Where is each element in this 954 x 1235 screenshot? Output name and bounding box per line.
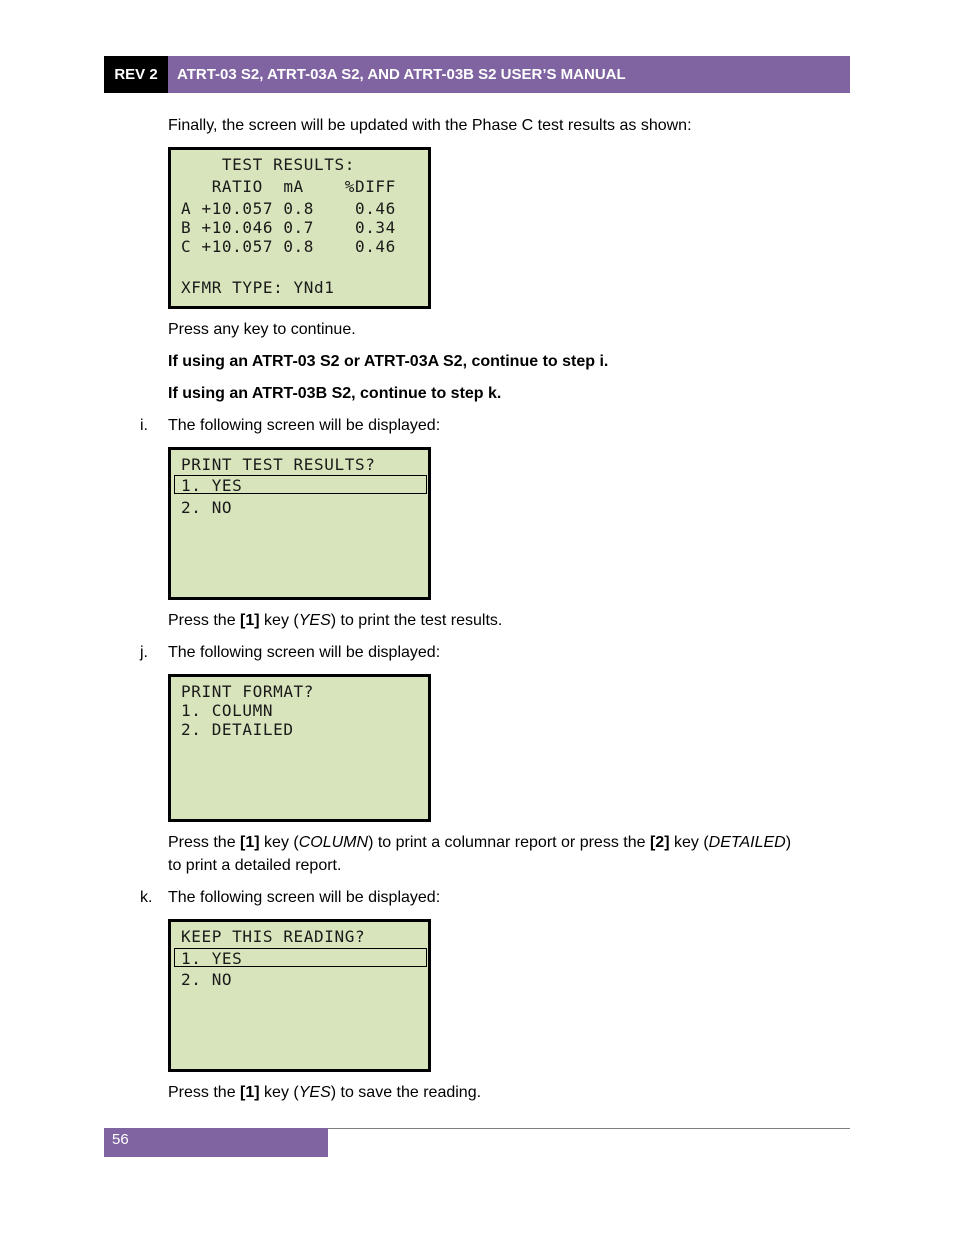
key-2-label: [2] xyxy=(649,834,670,851)
model-note-1: If using an ATRT-03 S2 or ATRT-03A S2, continue to step i. xyxy=(168,353,609,370)
page-number: 56 xyxy=(104,1128,328,1157)
option-yes-label: YES xyxy=(298,612,331,629)
instruction-i xyxy=(168,609,502,632)
manual-title: ATRT-03 S2, ATRT-03A S2, AND ATRT-03B S2 USER’S MANUAL xyxy=(168,56,850,93)
step-i-text: The following screen will be displayed: xyxy=(168,417,441,434)
instruction-j xyxy=(168,831,791,854)
lcd-line: B +10.046 0.7 0.34 xyxy=(181,218,396,237)
text-fragment: ) xyxy=(785,834,792,851)
lcd-option-column: 1. COLUMN xyxy=(181,701,274,720)
option-column-label: COLUMN xyxy=(298,834,369,851)
text-fragment: ) to print a columnar report or press the xyxy=(368,834,650,851)
lcd-option-detailed: 2. DETAILED xyxy=(181,720,294,739)
instruction-k xyxy=(168,1081,481,1104)
text-fragment: key ( xyxy=(259,612,299,629)
text-fragment: ) to print the test results. xyxy=(330,612,503,629)
text-fragment: key ( xyxy=(259,1084,299,1101)
lcd-line: C +10.057 0.8 0.46 xyxy=(181,237,396,256)
lcd-line: PRINT FORMAT? xyxy=(181,682,315,701)
lcd-keep-reading xyxy=(168,919,431,1072)
step-marker-k: k. xyxy=(140,889,153,906)
lcd-line: TEST RESULTS: xyxy=(181,155,355,174)
intro-text: Finally, the screen will be updated with the Phase C test results as shown: xyxy=(168,117,692,134)
lcd-option-no: 2. NO xyxy=(181,970,233,989)
lcd-option-no: 2. NO xyxy=(181,498,233,517)
step-marker-i: i. xyxy=(140,417,148,434)
lcd-option-yes: 1. YES xyxy=(181,949,243,968)
footer-rule xyxy=(328,1128,850,1129)
model-note-2: If using an ATRT-03B S2, continue to step k. xyxy=(168,385,502,402)
lcd-option-yes: 1. YES xyxy=(181,476,243,495)
key-1-label: [1] xyxy=(240,834,260,851)
lcd-line: KEEP THIS READING? xyxy=(181,927,366,946)
lcd-line: A +10.057 0.8 0.46 xyxy=(181,199,396,218)
step-marker-j: j. xyxy=(140,644,148,661)
key-1-label: [1] xyxy=(240,1084,260,1101)
option-yes-label: YES xyxy=(298,1084,331,1101)
text-fragment: ) to save the reading. xyxy=(330,1084,482,1101)
text-fragment: key ( xyxy=(669,834,709,851)
text-fragment: key ( xyxy=(259,834,299,851)
lcd-line: XFMR TYPE: YNd1 xyxy=(181,278,335,297)
lcd-line: PRINT TEST RESULTS? xyxy=(181,455,376,474)
text-fragment: Press the xyxy=(168,612,241,629)
revision-label: REV 2 xyxy=(104,56,168,93)
step-j-text: The following screen will be displayed: xyxy=(168,644,441,661)
option-detailed-label: DETAILED xyxy=(708,834,786,851)
page-header xyxy=(104,56,850,93)
press-any-key-text: Press any key to continue. xyxy=(168,321,356,338)
instruction-j-line2: to print a detailed report. xyxy=(168,857,342,874)
step-k-text: The following screen will be displayed: xyxy=(168,889,441,906)
lcd-test-results xyxy=(168,147,431,309)
lcd-print-format xyxy=(168,674,431,822)
text-fragment: Press the xyxy=(168,834,241,851)
lcd-line: RATIO mA %DIFF xyxy=(181,177,396,196)
lcd-print-test-results xyxy=(168,447,431,600)
key-1-label: [1] xyxy=(240,612,260,629)
text-fragment: Press the xyxy=(168,1084,241,1101)
